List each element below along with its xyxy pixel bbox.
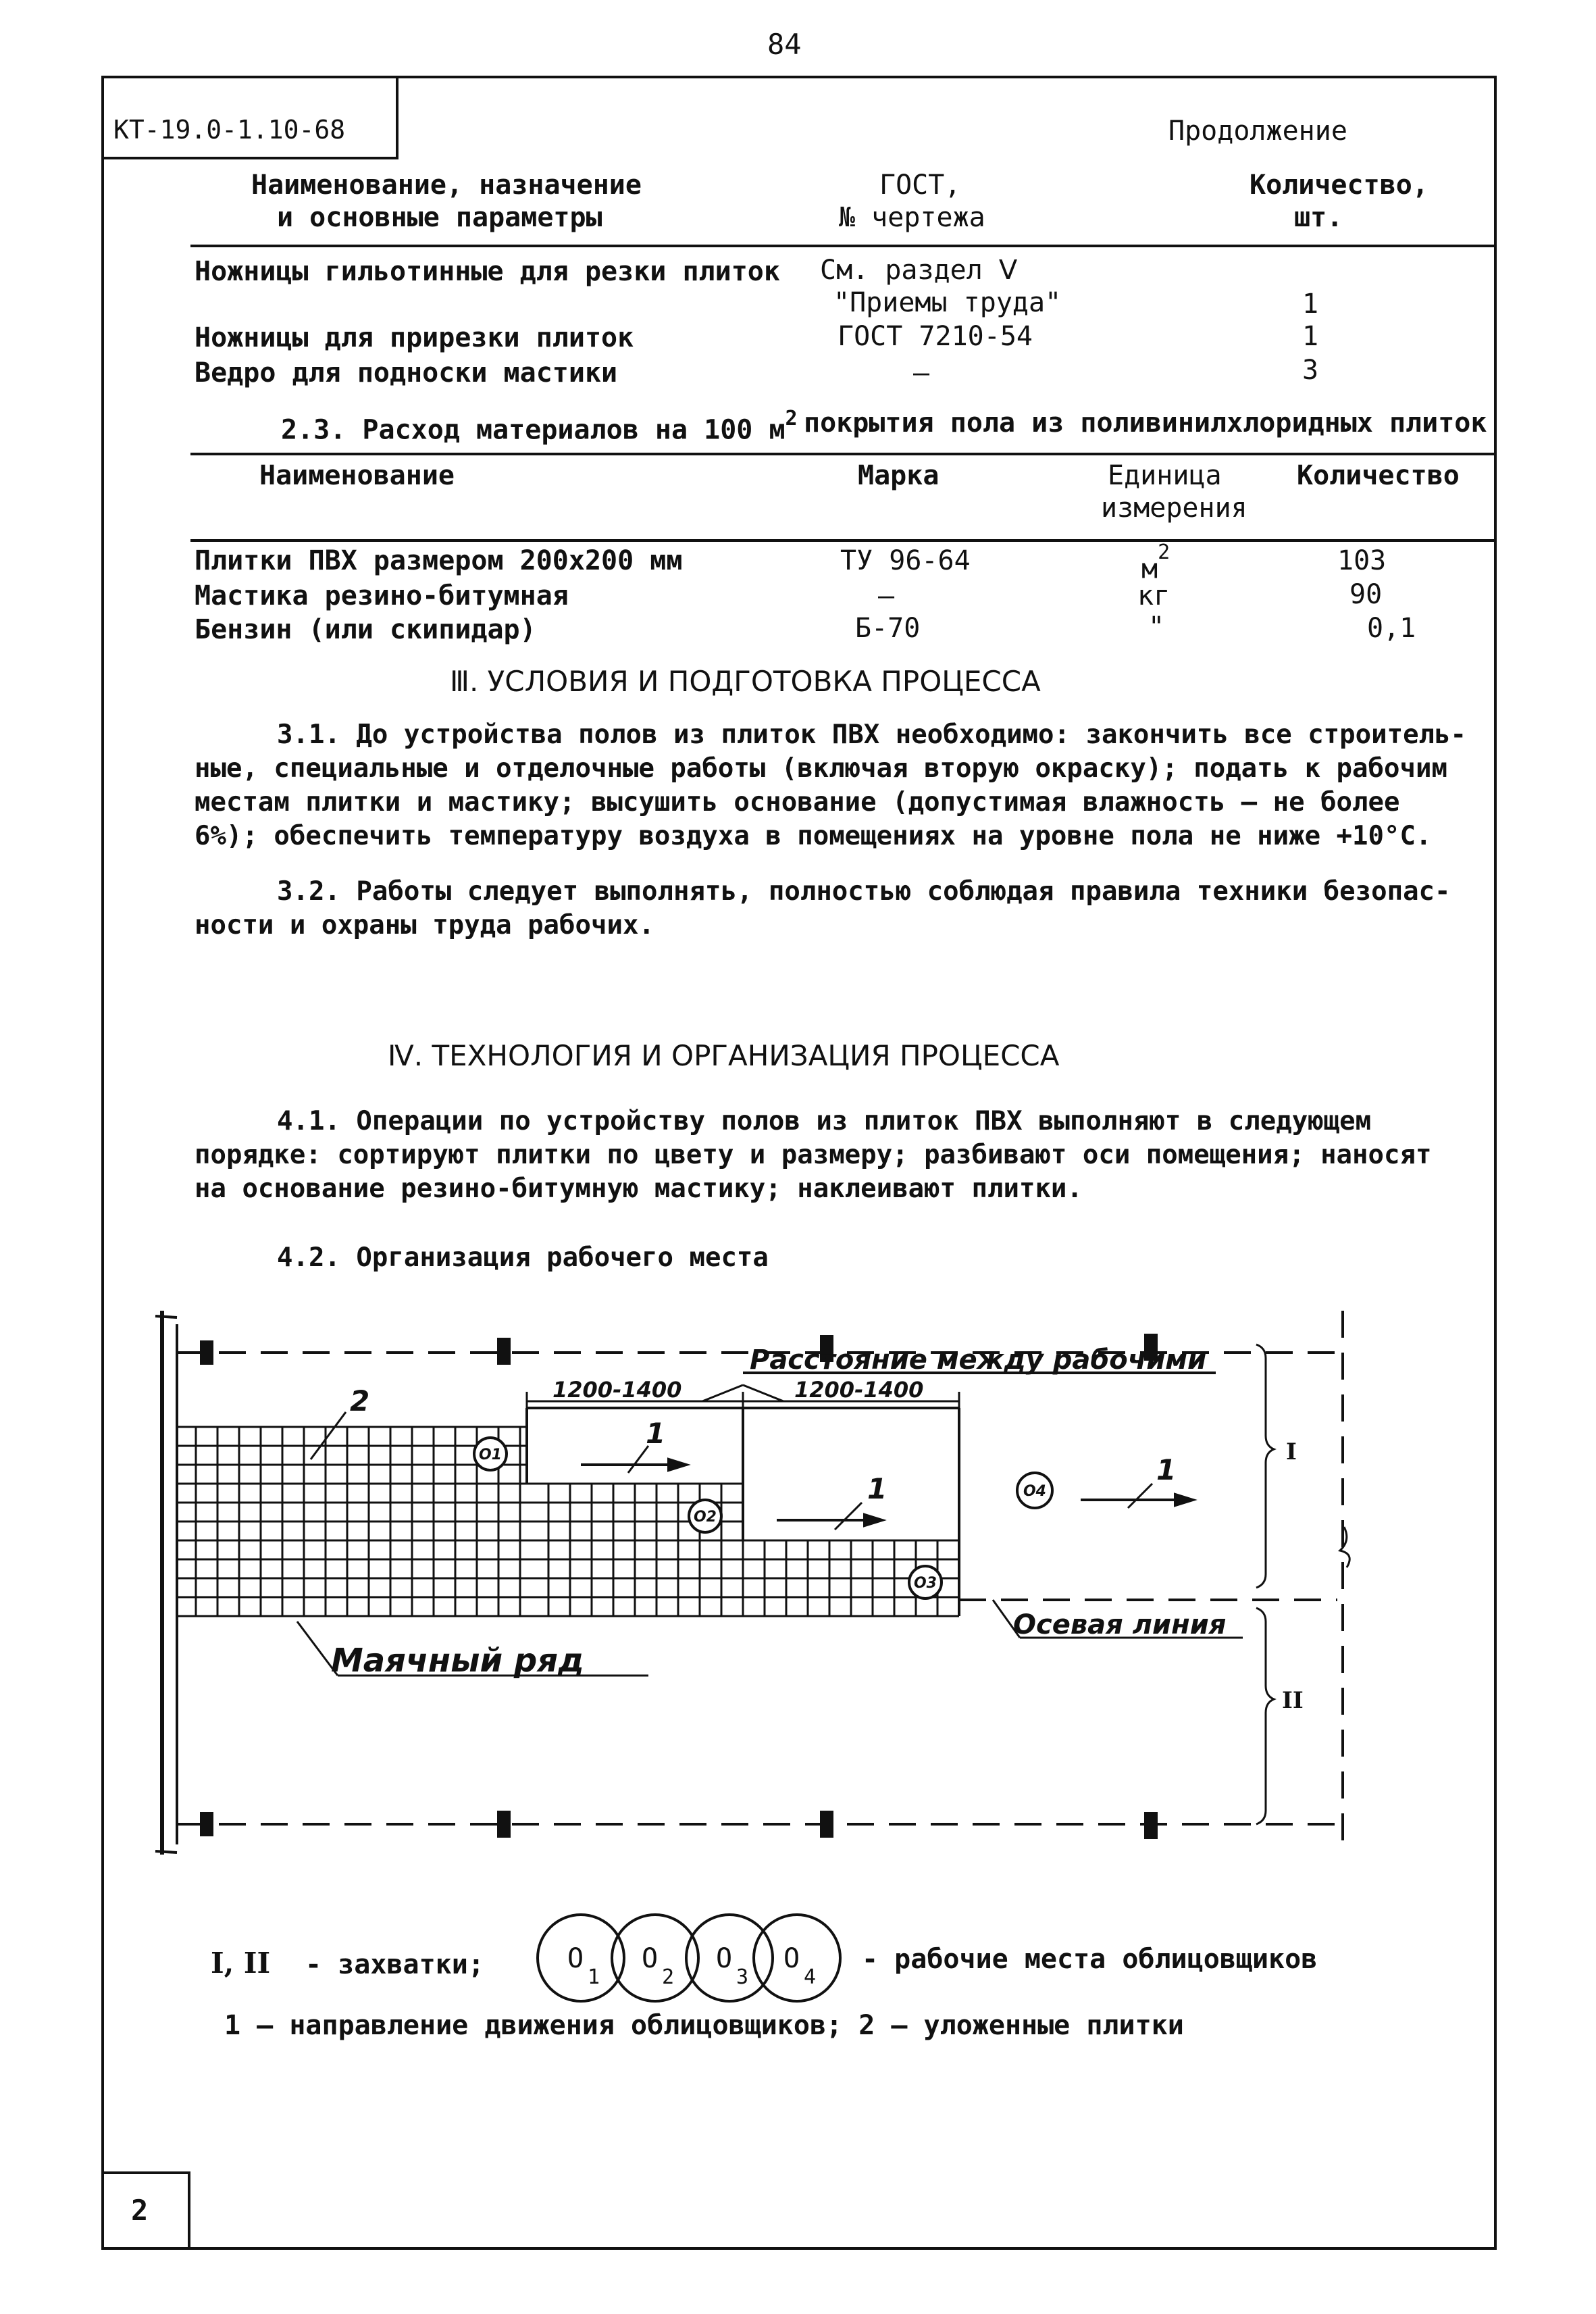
legend-zones-desc: - захватки; <box>305 1949 484 1980</box>
legend-sub-3: 3 <box>736 1965 749 1989</box>
t1-row3-name: Ведро для подноски мастики <box>195 357 618 388</box>
legend-sub-2: 2 <box>662 1965 675 1989</box>
t2-row1-unit-base: м <box>1141 553 1158 585</box>
direction-label-3: 1 <box>1156 1453 1177 1486</box>
legend-o3: O <box>716 1943 733 1974</box>
direction-label-2: 1 <box>867 1472 887 1505</box>
marker <box>200 1812 213 1836</box>
t2-row3-qty: 0,1 <box>1367 613 1416 644</box>
t1-row1-qty: 1 <box>1302 288 1319 320</box>
doc-code: КТ-19.0-1.10-68 <box>113 115 346 145</box>
t1-row2-qty: 1 <box>1302 321 1319 352</box>
marker <box>497 1811 511 1838</box>
footer-number: 2 <box>131 2194 149 2227</box>
t2-row1-mark: ТУ 96-64 <box>840 545 971 576</box>
t1-row3-qty: 3 <box>1302 355 1319 386</box>
s3-p1-line4: 6%); обеспечить температуру воздуха в помещениях на уровне пола не ниже +10°C. <box>195 821 1432 851</box>
s4-p1-line3: на основание резино-битумную мастику; наклеивают плитки. <box>195 1174 1083 1204</box>
direction-label-1: 1 <box>646 1417 666 1450</box>
section-2-3-after: покрытия пола из поливинилхлоридных плиток <box>804 407 1487 438</box>
t1-row1-gost-1: См. раздел Ⅴ <box>820 255 1018 286</box>
t2-header-unit-2: измерения <box>1101 493 1247 524</box>
arrow-head <box>865 1515 882 1526</box>
worker-o2-label: O2 <box>693 1509 717 1526</box>
s4-p2: 4.2. Организация рабочего места <box>277 1242 769 1273</box>
t2-header-mark: Марка <box>858 460 939 491</box>
t1-row2-name: Ножницы для прирезки плиток <box>195 322 634 353</box>
distance-label: Расстояние между рабочими <box>750 1344 1206 1376</box>
section-4-heading: Ⅳ. ТЕХНОЛОГИЯ И ОРГАНИЗАЦИЯ ПРОЦЕССА <box>388 1039 1060 1072</box>
s3-p1-line3: местам плитки и мастику; высушить основание (допустимая влажность – не более <box>195 787 1400 818</box>
section-3-heading: Ⅲ. УСЛОВИЯ И ПОДГОТОВКА ПРОЦЕССА <box>450 665 1041 698</box>
s3-p2-line2: ности и охраны труда рабочих. <box>195 910 654 940</box>
legend-workers-desc: - рабочие места облицовщиков <box>862 1944 1318 1975</box>
t1-header-qty-1: Количество, <box>1250 170 1428 201</box>
t1-header-name-2: и основные параметры <box>277 202 602 233</box>
t1-row3-gost: – <box>913 357 930 388</box>
t1-header-name-1: Наименование, назначение <box>251 170 642 201</box>
t2-row1-unit-sup: 2 <box>1158 540 1170 564</box>
t2-row2-unit: кг <box>1137 580 1170 611</box>
continuation-label: Продолжение <box>1168 116 1347 147</box>
page-number: 84 <box>767 28 802 61</box>
t1-header-gost-2: № чертежа <box>839 202 985 233</box>
worker-o1-label: O1 <box>478 1447 503 1463</box>
t2-row3-name: Бензин (или скипидар) <box>195 614 536 645</box>
legend-o2: O <box>642 1943 659 1974</box>
legend-sub-1: 1 <box>588 1965 600 1989</box>
t1-header-gost-1: ГОСТ, <box>879 170 961 201</box>
t1-row2-gost: ГОСТ 7210-54 <box>838 321 1033 352</box>
legend-o1: O <box>567 1943 584 1974</box>
arrow-head <box>669 1459 686 1470</box>
s3-p2-line1: 3.2. Работы следует выполнять, полностью соблюдая правила техники безопас- <box>277 876 1451 907</box>
t2-row3-mark: Б-70 <box>855 613 921 644</box>
worker-o3-label: O3 <box>913 1575 937 1592</box>
legend-o4: O <box>783 1943 800 1974</box>
zone-2-label: II <box>1282 1687 1304 1714</box>
marker <box>200 1340 213 1365</box>
tile-grid <box>177 1408 959 1616</box>
arrow-head <box>1175 1494 1193 1505</box>
t2-row2-qty: 90 <box>1349 579 1383 610</box>
marker <box>497 1338 511 1365</box>
t2-header-qty: Количество <box>1297 460 1460 491</box>
dim-label-1: 1200-1400 <box>552 1377 682 1403</box>
t2-row2-mark: – <box>878 580 895 611</box>
tiles-label: 2 <box>350 1384 370 1417</box>
t1-row1-gost-2: "Приемы труда" <box>833 287 1062 318</box>
marker <box>820 1811 833 1838</box>
t1-row1-name: Ножницы гильотинные для резки плиток <box>195 256 780 287</box>
s4-p1-line2: порядке: сортируют плитки по цвету и размеру; разбивают оси помещения; наносят <box>195 1140 1432 1170</box>
beacon-row-label: Маячный ряд <box>331 1642 584 1680</box>
s3-p1-line1: 3.1. До устройства полов из плиток ПВХ необходимо: закончить все строитель- <box>277 720 1466 750</box>
section-2-3-sup: 2 <box>785 407 798 430</box>
t2-row1-name: Плитки ПВХ размером 200х200 мм <box>195 545 683 576</box>
legend-circles <box>527 1909 851 2011</box>
t2-row3-unit: " <box>1148 611 1165 643</box>
section-2-3-before: 2.3. Расход материалов на 100 м <box>281 414 786 446</box>
s3-p1-line2: ные, специальные и отделочные работы (включая вторую окраску); подать к рабочим <box>195 753 1447 784</box>
legend-sub-4: 4 <box>804 1965 817 1989</box>
axis-label: Осевая линия <box>1013 1609 1227 1640</box>
marker <box>1144 1812 1158 1839</box>
s4-p1-line1: 4.1. Операции по устройству полов из плиток ПВХ выполняют в следующем <box>277 1106 1372 1136</box>
legend-line2: 1 – направление движения облицовщиков; 2 – уложенные плитки <box>224 2010 1184 2041</box>
t2-row2-name: Мастика резино-битумная <box>195 580 569 611</box>
t1-header-qty-2: шт. <box>1294 202 1343 233</box>
zone-1-label: I <box>1286 1438 1297 1465</box>
legend-zones: I, II <box>211 1946 271 1980</box>
t2-header-name: Наименование <box>259 460 455 491</box>
t2-header-unit-1: Единица <box>1108 460 1222 491</box>
t2-row1-qty: 103 <box>1337 545 1387 576</box>
worker-o4-label: O4 <box>1023 1483 1047 1500</box>
dim-label-2: 1200-1400 <box>794 1377 924 1403</box>
